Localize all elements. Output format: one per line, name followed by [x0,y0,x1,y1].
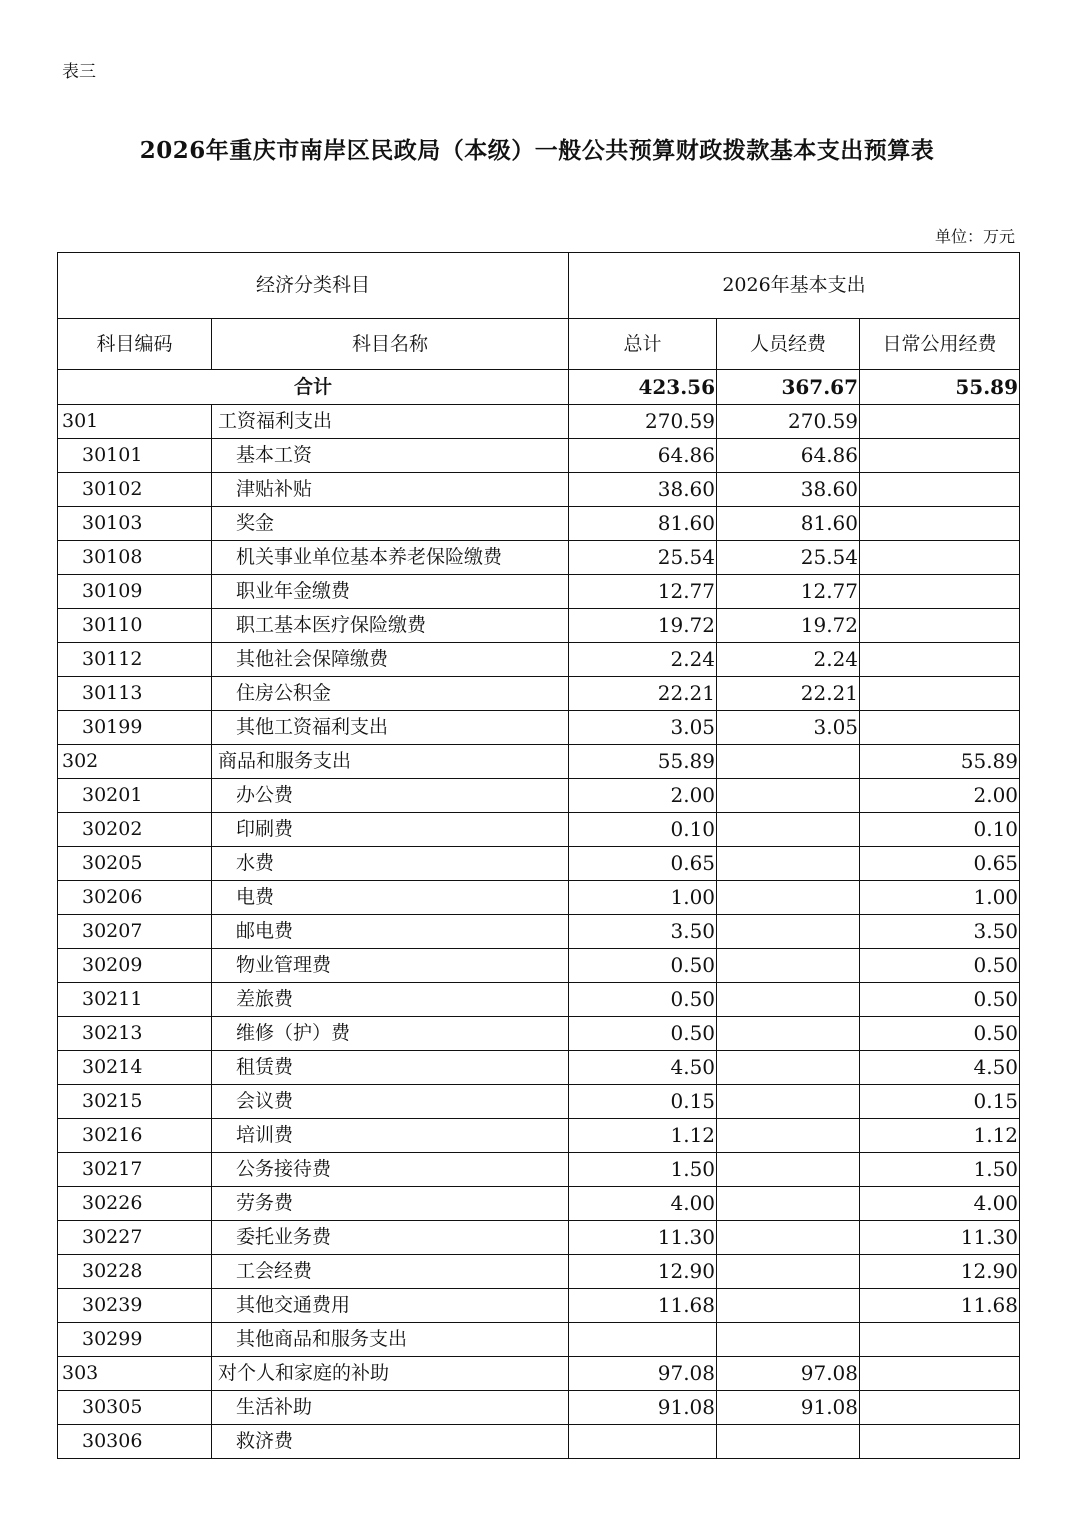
total-total: 423.56 [569,370,717,405]
row-name: 其他社会保障缴费 [212,643,569,677]
row-code: 30217 [58,1153,212,1187]
row-public [860,405,1020,439]
row-name: 其他交通费用 [212,1289,569,1323]
row-name: 机关事业单位基本养老保险缴费 [212,541,569,575]
row-name: 物业管理费 [212,949,569,983]
row-name: 劳务费 [212,1187,569,1221]
header-public: 日常公用经费 [860,319,1020,370]
row-code: 30103 [58,507,212,541]
row-name: 印刷费 [212,813,569,847]
row-code: 30112 [58,643,212,677]
row-public: 0.50 [860,983,1020,1017]
row-code: 30199 [58,711,212,745]
row-public: 1.50 [860,1153,1020,1187]
row-personnel [717,1017,860,1051]
row-name: 其他商品和服务支出 [212,1323,569,1357]
row-public [860,439,1020,473]
row-public [860,1357,1020,1391]
row-personnel [717,1323,860,1357]
row-personnel [717,1153,860,1187]
row-code: 30205 [58,847,212,881]
row-code: 30305 [58,1391,212,1425]
row-public [860,473,1020,507]
header-row-2 [58,319,1020,370]
row-name: 维修（护）费 [212,1017,569,1051]
row-code: 30226 [58,1187,212,1221]
row-total: 0.10 [569,813,717,847]
row-total: 81.60 [569,507,717,541]
row-personnel: 3.05 [717,711,860,745]
row-name: 租赁费 [212,1051,569,1085]
row-code: 30306 [58,1425,212,1459]
row-public: 0.10 [860,813,1020,847]
row-personnel: 22.21 [717,677,860,711]
header-name: 科目名称 [212,319,569,370]
budget-table [57,252,1020,1459]
row-total: 3.50 [569,915,717,949]
row-total: 2.24 [569,643,717,677]
row-public [860,575,1020,609]
row-public [860,507,1020,541]
unit-label: 单位：万元 [934,227,1015,246]
row-personnel: 91.08 [717,1391,860,1425]
row-total: 11.30 [569,1221,717,1255]
row-public: 11.68 [860,1289,1020,1323]
table-row [58,779,1020,813]
total-label: 合计 [58,370,569,405]
row-total: 12.90 [569,1255,717,1289]
header-total: 总计 [569,319,717,370]
row-personnel: 81.60 [717,507,860,541]
table-row [58,1051,1020,1085]
row-code: 30108 [58,541,212,575]
row-total: 0.50 [569,1017,717,1051]
row-total: 270.59 [569,405,717,439]
row-name: 邮电费 [212,915,569,949]
row-total: 12.77 [569,575,717,609]
row-total: 0.50 [569,983,717,1017]
row-name: 公务接待费 [212,1153,569,1187]
row-public [860,1425,1020,1459]
row-total: 1.00 [569,881,717,915]
row-personnel [717,949,860,983]
row-public: 4.50 [860,1051,1020,1085]
row-total: 0.50 [569,949,717,983]
row-personnel [717,847,860,881]
row-name: 工会经费 [212,1255,569,1289]
table-row [58,1391,1020,1425]
row-personnel [717,813,860,847]
row-code: 30216 [58,1119,212,1153]
row-name: 生活补助 [212,1391,569,1425]
row-personnel [717,881,860,915]
row-personnel [717,1051,860,1085]
row-personnel: 25.54 [717,541,860,575]
row-public: 2.00 [860,779,1020,813]
row-personnel [717,1221,860,1255]
row-total: 25.54 [569,541,717,575]
row-public: 4.00 [860,1187,1020,1221]
row-code: 30109 [58,575,212,609]
table-row [58,949,1020,983]
row-personnel [717,1085,860,1119]
row-code: 30202 [58,813,212,847]
table-row [58,1323,1020,1357]
table-row [58,405,1020,439]
row-code: 30113 [58,677,212,711]
page-title: 2026年重庆市南岸区民政局（本级）一般公共预算财政拨款基本支出预算表 [139,137,935,164]
row-public [860,677,1020,711]
row-personnel: 12.77 [717,575,860,609]
row-code: 30299 [58,1323,212,1357]
header-row-1 [58,253,1020,319]
row-code: 30213 [58,1017,212,1051]
header-econ: 经济分类科目 [58,253,569,319]
row-total: 2.00 [569,779,717,813]
row-name: 委托业务费 [212,1221,569,1255]
table-row [58,677,1020,711]
row-personnel [717,1255,860,1289]
row-code: 30227 [58,1221,212,1255]
row-personnel [717,1119,860,1153]
row-name: 水费 [212,847,569,881]
table-row [58,1187,1020,1221]
row-public: 11.30 [860,1221,1020,1255]
row-personnel [717,915,860,949]
total-row [58,370,1020,405]
table-label: 表三 [62,62,96,82]
row-total: 0.65 [569,847,717,881]
row-public: 0.15 [860,1085,1020,1119]
row-personnel: 270.59 [717,405,860,439]
row-personnel: 97.08 [717,1357,860,1391]
row-public: 0.50 [860,1017,1020,1051]
row-total: 97.08 [569,1357,717,1391]
table-row [58,507,1020,541]
row-code: 30201 [58,779,212,813]
row-public [860,1323,1020,1357]
row-personnel [717,1187,860,1221]
row-public: 0.65 [860,847,1020,881]
row-code: 30209 [58,949,212,983]
row-total: 64.86 [569,439,717,473]
table-row [58,643,1020,677]
row-total: 55.89 [569,745,717,779]
row-code: 30102 [58,473,212,507]
row-personnel: 19.72 [717,609,860,643]
row-public: 3.50 [860,915,1020,949]
row-total: 22.21 [569,677,717,711]
table-row [58,847,1020,881]
row-public: 1.00 [860,881,1020,915]
row-public: 0.50 [860,949,1020,983]
row-code: 30228 [58,1255,212,1289]
row-personnel [717,745,860,779]
row-code: 303 [58,1357,212,1391]
table-row [58,1357,1020,1391]
row-public [860,609,1020,643]
table-row [58,609,1020,643]
table-row [58,1221,1020,1255]
row-total: 11.68 [569,1289,717,1323]
row-code: 30101 [58,439,212,473]
row-public [860,541,1020,575]
row-code: 30239 [58,1289,212,1323]
row-total: 4.00 [569,1187,717,1221]
row-name: 奖金 [212,507,569,541]
table-row [58,711,1020,745]
row-total: 4.50 [569,1051,717,1085]
row-code: 30207 [58,915,212,949]
table-row [58,439,1020,473]
table-row [58,1255,1020,1289]
row-name: 工资福利支出 [212,405,569,439]
row-total: 19.72 [569,609,717,643]
row-personnel [717,1425,860,1459]
header-personnel: 人员经费 [717,319,860,370]
row-code: 301 [58,405,212,439]
row-code: 30211 [58,983,212,1017]
row-personnel [717,983,860,1017]
table-row [58,1119,1020,1153]
row-name: 职业年金缴费 [212,575,569,609]
table-row [58,1289,1020,1323]
row-name: 住房公积金 [212,677,569,711]
header-code: 科目编码 [58,319,212,370]
row-code: 302 [58,745,212,779]
row-personnel: 64.86 [717,439,860,473]
row-name: 救济费 [212,1425,569,1459]
row-public [860,643,1020,677]
row-code: 30214 [58,1051,212,1085]
row-name: 职工基本医疗保险缴费 [212,609,569,643]
row-public: 55.89 [860,745,1020,779]
row-total: 1.50 [569,1153,717,1187]
row-total [569,1425,717,1459]
row-public [860,1391,1020,1425]
table-row [58,983,1020,1017]
table-row [58,1017,1020,1051]
table-row [58,1085,1020,1119]
row-public: 1.12 [860,1119,1020,1153]
row-personnel [717,1289,860,1323]
row-total [569,1323,717,1357]
row-name: 电费 [212,881,569,915]
row-code: 30206 [58,881,212,915]
row-total: 91.08 [569,1391,717,1425]
row-name: 办公费 [212,779,569,813]
row-code: 30215 [58,1085,212,1119]
row-name: 对个人和家庭的补助 [212,1357,569,1391]
row-public [860,711,1020,745]
row-personnel: 38.60 [717,473,860,507]
row-total: 38.60 [569,473,717,507]
row-personnel [717,779,860,813]
total-public: 55.89 [860,370,1020,405]
table-row [58,745,1020,779]
row-public: 12.90 [860,1255,1020,1289]
row-total: 1.12 [569,1119,717,1153]
table-row [58,1425,1020,1459]
table-row [58,813,1020,847]
row-name: 会议费 [212,1085,569,1119]
table-row [58,915,1020,949]
table-row [58,1153,1020,1187]
row-name: 商品和服务支出 [212,745,569,779]
row-personnel: 2.24 [717,643,860,677]
table-row [58,541,1020,575]
table-row [58,473,1020,507]
row-name: 其他工资福利支出 [212,711,569,745]
row-total: 3.05 [569,711,717,745]
row-name: 差旅费 [212,983,569,1017]
table-row [58,575,1020,609]
row-code: 30110 [58,609,212,643]
total-personnel: 367.67 [717,370,860,405]
row-name: 基本工资 [212,439,569,473]
row-name: 培训费 [212,1119,569,1153]
header-basic: 2026年基本支出 [569,253,1020,319]
row-name: 津贴补贴 [212,473,569,507]
table-row [58,881,1020,915]
row-total: 0.15 [569,1085,717,1119]
